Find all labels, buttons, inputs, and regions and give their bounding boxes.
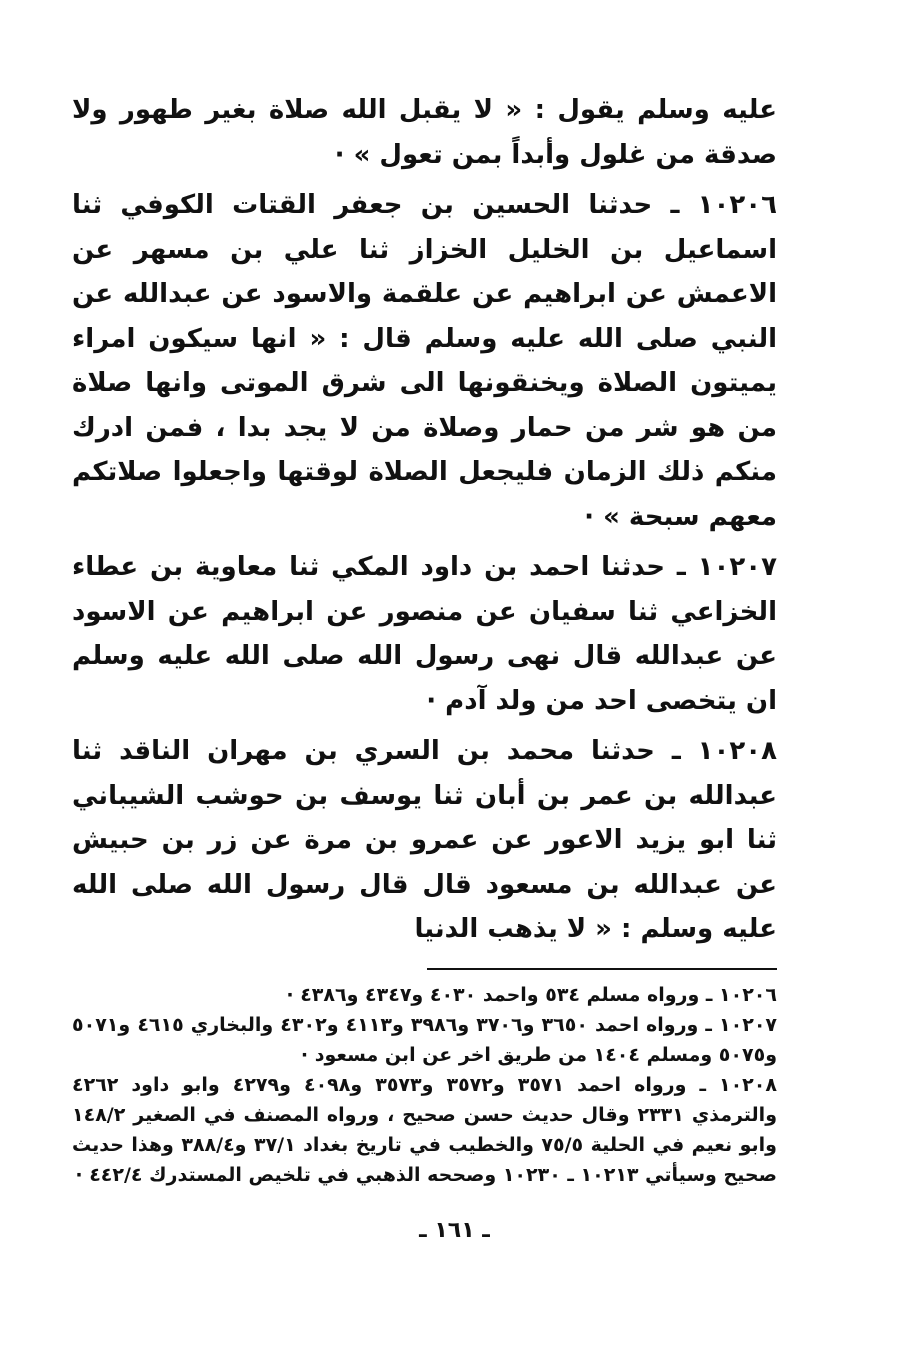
page-number: ـ ١٦١ ـ	[419, 1218, 490, 1243]
footnote-separator	[427, 968, 777, 970]
page-body	[72, 88, 777, 1190]
hadith-10207: ١٠٢٠٧ ـ حدثنا احمد بن داود المكي ثنا معاوية بن عطاء الخزاعي ثنا سفيان عن منصور عن ابراهيم عن الاسود عن عبدالله قال نهى رسول الله صلى الله عليه وسلم ان يتخصى احد من ولد آدم ·	[72, 552, 777, 716]
main-text	[72, 88, 777, 952]
hadith-10206: ١٠٢٠٦ ـ حدثنا الحسين بن جعفر القتات الكوفي ثنا اسماعيل بن الخليل الخزاز ثنا علي بن مسهر عن الاعمش عن ابراهيم عن علقمة والاسود عن عبدالله عن النبي صلى الله عليه وسلم قال : « انها سيكون امراء يميتون الصلاة ويخنقونها الى شرق الموتى وانها صلاة من هو شر من حمار وصلاة من لا يجد بدا ، فمن ادرك منكم ذلك الزمان فليجعل الصلاة لوقتها واجعلوا صلاتكم معهم سبحة » ·	[72, 190, 777, 532]
footnote-10207: ١٠٢٠٧ ـ ورواه احمد ٣٦٥٠ و٣٧٠٦ و٣٩٨٦ و٤١١٣ و٤٣٠٢ والبخاري ٤٦١٥ و٥٠٧١ و٥٠٧٥ ومسلم ١٤٠٤ من طريق اخر عن ابن مسعود ·	[72, 1013, 778, 1066]
footnote-separator-wrap	[72, 968, 777, 970]
footnote-10206: ١٠٢٠٦ ـ ورواه مسلم ٥٣٤ واحمد ٤٠٣٠ و٤٣٤٧ و٤٣٨٦ ·	[286, 983, 777, 1006]
hadith-10208: ١٠٢٠٨ ـ حدثنا محمد بن السري بن مهران الناقد ثنا عبدالله بن عمر بن أبان ثنا يوسف بن حوشب الشيباني ثنا ابو يزيد الاعور عن عمرو بن مرة عن زر بن حبيش عن عبدالله بن مسعود قال قال رسول الله صلى الله عليه وسلم : « لا يذهب الدنيا	[72, 736, 777, 944]
footnote-10208: ١٠٢٠٨ ـ ورواه احمد ٣٥٧١ و٣٥٧٢ و٣٥٧٣ و٤٠٩٨ و٤٢٧٩ وابو داود ٤٢٦٢ والترمذي ٢٣٣١ وقال حديث حسن صحيح ، ورواه المصنف في الصغير ١٤٨/٢ وابو نعيم في الحلية ٧٥/٥ والخطيب في تاريخ بغداد ٣٧/١ و٣٨٨/٤ وهذا حديث صحيح وسيأتي ١٠٢١٣ ـ ١٠٢٣٠ وصححه الذهبي في تلخيص المستدرك ٤٤٢/٤ ·	[72, 1073, 777, 1186]
footnotes	[72, 980, 777, 1190]
paragraph-continuation: عليه وسلم يقول : « لا يقبل الله صلاة بغير طهور ولا صدقة من غلول وأبداً بمن تعول » ·	[72, 95, 777, 170]
